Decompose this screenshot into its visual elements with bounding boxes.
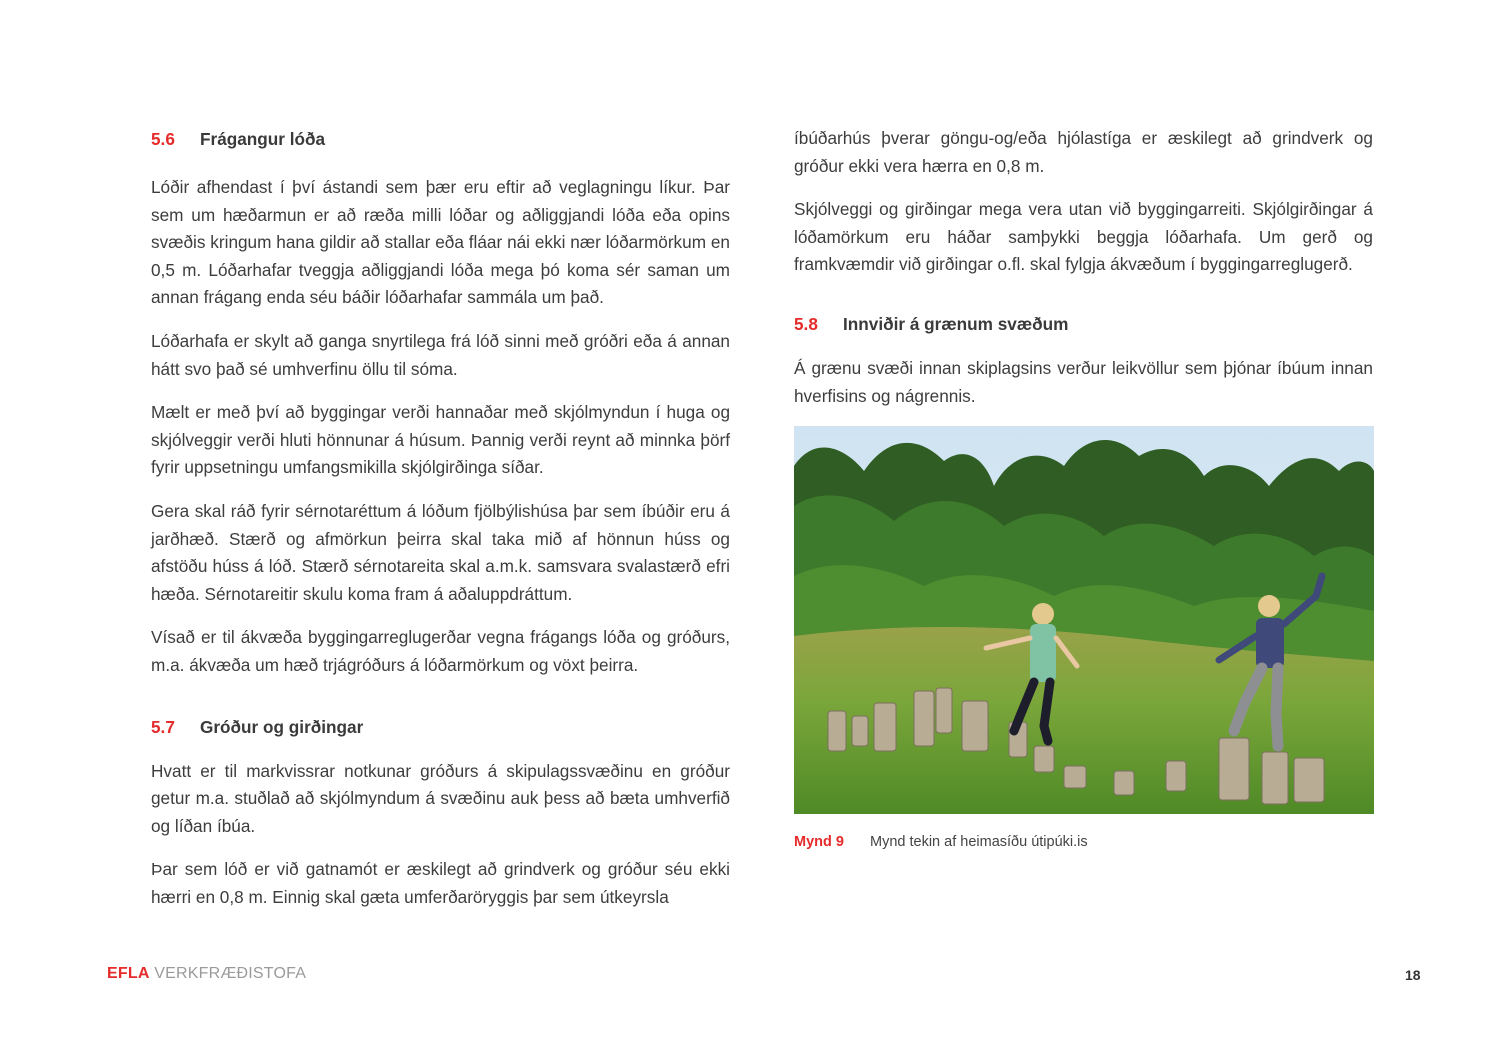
photo-illustration (794, 426, 1374, 814)
paragraph: Gera skal ráð fyrir sérnotaréttum á lóðum fjölbýlishúsa þar sem íbúðir eru á jarðhæð. Stærð og afmörkun þeirra skal taka mið af hönnun húss og afstöðu húss á lóð. Stærð sérnotareita skal a.m.k. samsvara svalastærð efri hæða. Sérnotareitir skulu koma fram á aðaluppdráttum. (151, 500, 730, 604)
logo-subtitle: VERKFRÆÐISTOFA (154, 965, 307, 982)
paragraph: íbúðarhús þverar göngu-og/eða hjólastíga er æskilegt að grindverk og gróður ekki vera hærra en 0,8 m. (794, 128, 1373, 176)
section-heading-5-6 (151, 122, 730, 156)
paragraph: Hvatt er til markvissrar notkunar gróðurs á skipulagssvæðinu en gróður getur m.a. stuðlað að skjólmyndum á svæðinu auk þess að bæta umhverfið og líðan íbúa. (151, 760, 730, 836)
paragraph: Mælt er með því að byggingar verði hannaðar með skjólmyndun í huga og skjólveggir verði hluti hönnunar á húsum. Þannig verði reynt að minnka þörf fyrir uppsetningu umfangsmikilla skjólgirðinga síðar. (151, 402, 730, 478)
right-column (794, 125, 1373, 850)
section-title: Gróður og girðingar (200, 716, 364, 737)
paragraph: Á grænu svæði innan skiplagsins verður leikvöllur sem þjónar íbúum innan hverfisins og nágrennis. (794, 357, 1373, 406)
logo-brand: EFLA (107, 965, 150, 982)
paragraph: Lóðir afhendast í því ástandi sem þær eru eftir að veglagningu líkur. Þar sem um hæðarmun er að ræða milli lóðar og aðliggjandi lóða eða opins svæðis kringum hana gildir að stallar eða fláar nái ekki nær lóðarmörkum en 0,5 m. Lóðarhafar tveggja aðliggjandi lóða mega þó koma sér saman um annan frágang enda séu báðir lóðarhafar sammála um það. (151, 177, 730, 308)
page-number: 18 (1405, 967, 1421, 983)
figure-label: Mynd 9 (794, 834, 844, 851)
section-title: Innviðir á grænum svæðum (843, 313, 1069, 334)
section-title: Frágangur lóða (200, 129, 326, 149)
paragraph: Lóðarhafa er skylt að ganga snyrtilega frá lóð sinni með gróðri eða á annan hátt svo það sé umhverfinu öllu til sóma. (151, 330, 730, 379)
paragraph: Vísað er til ákvæða byggingarreglugerðar vegna frágangs lóða og gróðurs, m.a. ákvæða um hæð trjágróðurs á lóðarmörkum og vöxt þeirra. (151, 627, 730, 675)
section-heading-5-8 (794, 307, 1373, 341)
left-column (151, 122, 730, 927)
section-number: 5.6 (151, 129, 175, 149)
figure-caption (794, 834, 1373, 850)
playground-photo (794, 426, 1374, 814)
section-number: 5.7 (151, 716, 175, 737)
section-heading-5-7 (151, 710, 730, 744)
paragraph: Þar sem lóð er við gatnamót er æskilegt að grindverk og gróður séu ekki hærri en 0,8 m. Einnig skal gæta umferðaröryggis þar sem útkeyrsla (151, 859, 730, 907)
section-number: 5.8 (794, 313, 818, 334)
company-logo (107, 965, 306, 983)
paragraph: Skjólveggi og girðingar mega vera utan við byggingarreiti. Skjólgirðingar á lóðamörkum eru háðar samþykki beggja lóðarhafa. Um gerð og framkvæmdir við girðingar o.fl. skal fylgja ákvæðum í byggingarreglugerð. (794, 199, 1373, 275)
figure-caption-text: Mynd tekin af heimasíðu útipúki.is (870, 834, 1088, 851)
